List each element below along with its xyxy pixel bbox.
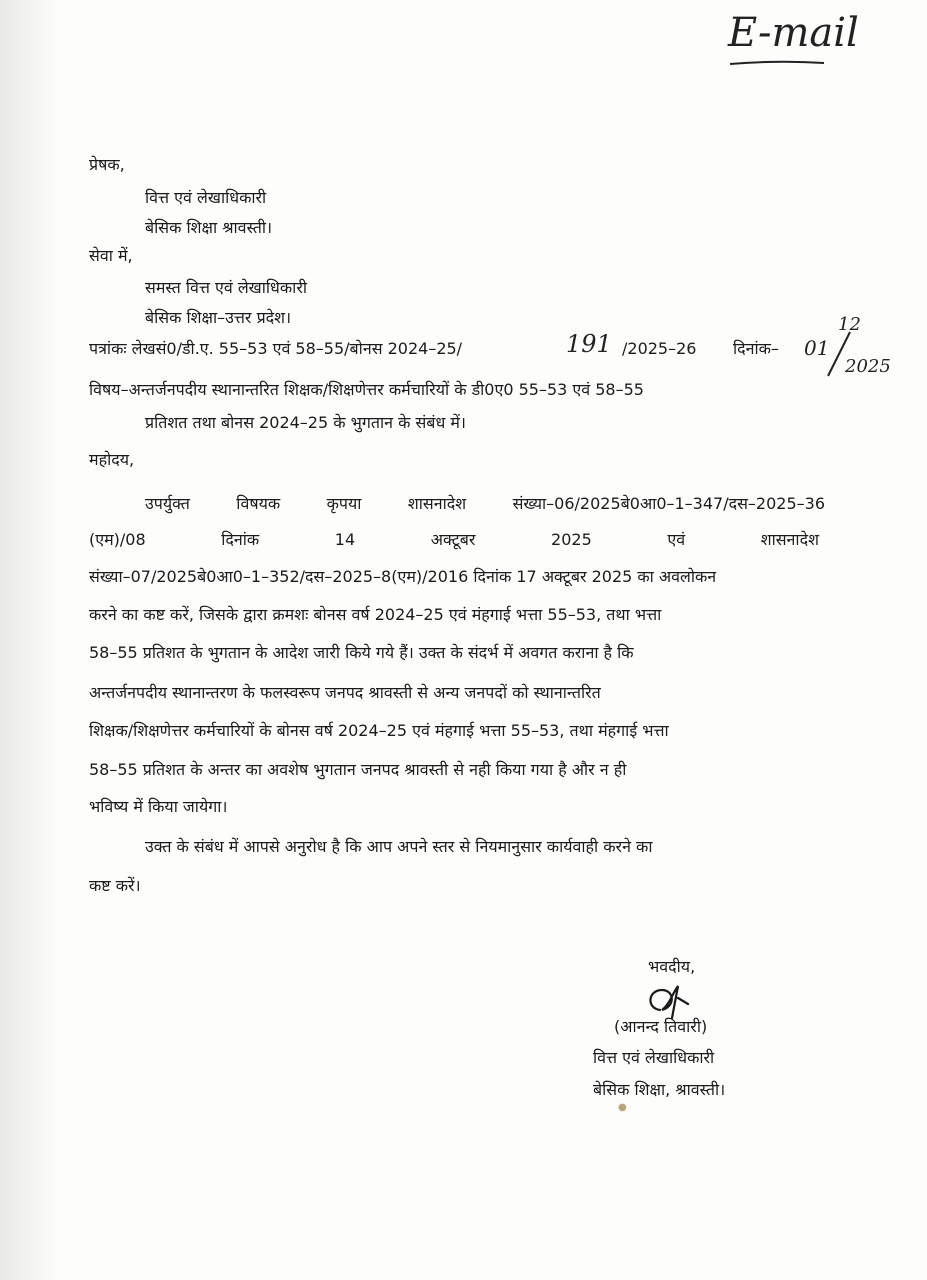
body-p1-line-6: अन्तर्जनपदीय स्थानान्तरण के फलस्वरूप जनपद श्रावस्ती से अन्य जनपदों को स्थानान्तरित <box>89 683 601 702</box>
email-underline <box>728 58 828 68</box>
body-p2-line-1: उक्त के संबंध में आपसे अनुरोध है कि आप अपने स्तर से नियमानुसार कार्यवाही करने का <box>145 837 653 856</box>
reference-date-label: दिनांक– <box>733 339 779 358</box>
salutation: महोदय, <box>89 450 135 469</box>
reference-date-month: 12 <box>838 314 861 335</box>
body-p1-line-1: उपर्युक्त विषयक कृपया शासनादेश संख्या–06/2025बे0आ0–1–347/दस–2025–36 <box>145 494 825 513</box>
reference-date-day: 01 <box>804 336 830 360</box>
reference-prefix: पत्रांकः लेखसं0/डी.ए. 55–53 एवं 58–55/बोनस 2024–25/ <box>89 339 463 358</box>
recipient-line-1: समस्त वित्त एवं लेखाधिकारी <box>145 278 308 297</box>
page-shadow <box>0 0 60 1280</box>
signatory-designation-1: वित्त एवं लेखाधिकारी <box>593 1048 715 1067</box>
sender-line-1: वित्त एवं लेखाधिकारी <box>145 188 267 207</box>
subject-line-2: प्रतिशत तथा बोनस 2024–25 के भुगतान के संबंध में। <box>145 413 466 432</box>
sender-label: प्रेषक, <box>89 155 125 174</box>
body-p1-line-5: 58–55 प्रतिशत के भुगतान के आदेश जारी किये गये हैं। उक्त के संदर्भ में अवगत कराना है कि <box>89 643 634 662</box>
ink-speck: ● <box>618 1102 627 1113</box>
body-p1-line-8: 58–55 प्रतिशत के अन्तर का अवशेष भुगतान जनपद श्रावस्ती से नही किया गया है और न ही <box>89 760 627 779</box>
sender-line-2: बेसिक शिक्षा श्रावस्ती। <box>145 218 273 237</box>
reference-suffix: /2025–26 <box>622 339 697 358</box>
email-handwritten-mark: E-mail <box>728 10 859 56</box>
body-p1-line-9: भविष्य में किया जायेगा। <box>89 797 228 816</box>
subject-line-1: विषय–अन्तर्जनपदीय स्थानान्तरित शिक्षक/शिक्षणेत्तर कर्मचारियों के डी0ए0 55–53 एवं 58–55 <box>89 380 644 399</box>
signatory-designation-2: बेसिक शिक्षा, श्रावस्ती। <box>593 1080 726 1099</box>
body-p1-line-3: संख्या–07/2025बे0आ0–1–352/दस–2025–8(एम)/2016 दिनांक 17 अक्टूबर 2025 का अवलोकन <box>89 567 717 586</box>
recipient-line-2: बेसिक शिक्षा–उत्तर प्रदेश। <box>145 308 292 327</box>
body-p1-line-7: शिक्षक/शिक्षणेत्तर कर्मचारियों के बोनस वर्ष 2024–25 एवं मंहगाई भत्ता 55–53, तथा मंहगाई भत्ता <box>89 721 669 740</box>
reference-number-handwritten: 191 <box>566 330 612 358</box>
body-p2-line-2: कष्ट करें। <box>89 876 141 895</box>
signatory-name: (आनन्द तिवारी) <box>614 1017 708 1036</box>
body-p1-line-4: करने का कष्ट करें, जिसके द्वारा क्रमशः बोनस वर्ष 2024–25 एवं मंहगाई भत्ता 55–53, तथा भत्ता <box>89 605 662 624</box>
recipient-label: सेवा में, <box>89 246 133 265</box>
reference-date-year: 2025 <box>845 356 891 377</box>
body-p1-line-2: (एम)/08 दिनांक 14 अक्टूबर 2025 एवं शासनादेश <box>89 530 819 549</box>
closing-valediction: भवदीय, <box>648 957 696 976</box>
